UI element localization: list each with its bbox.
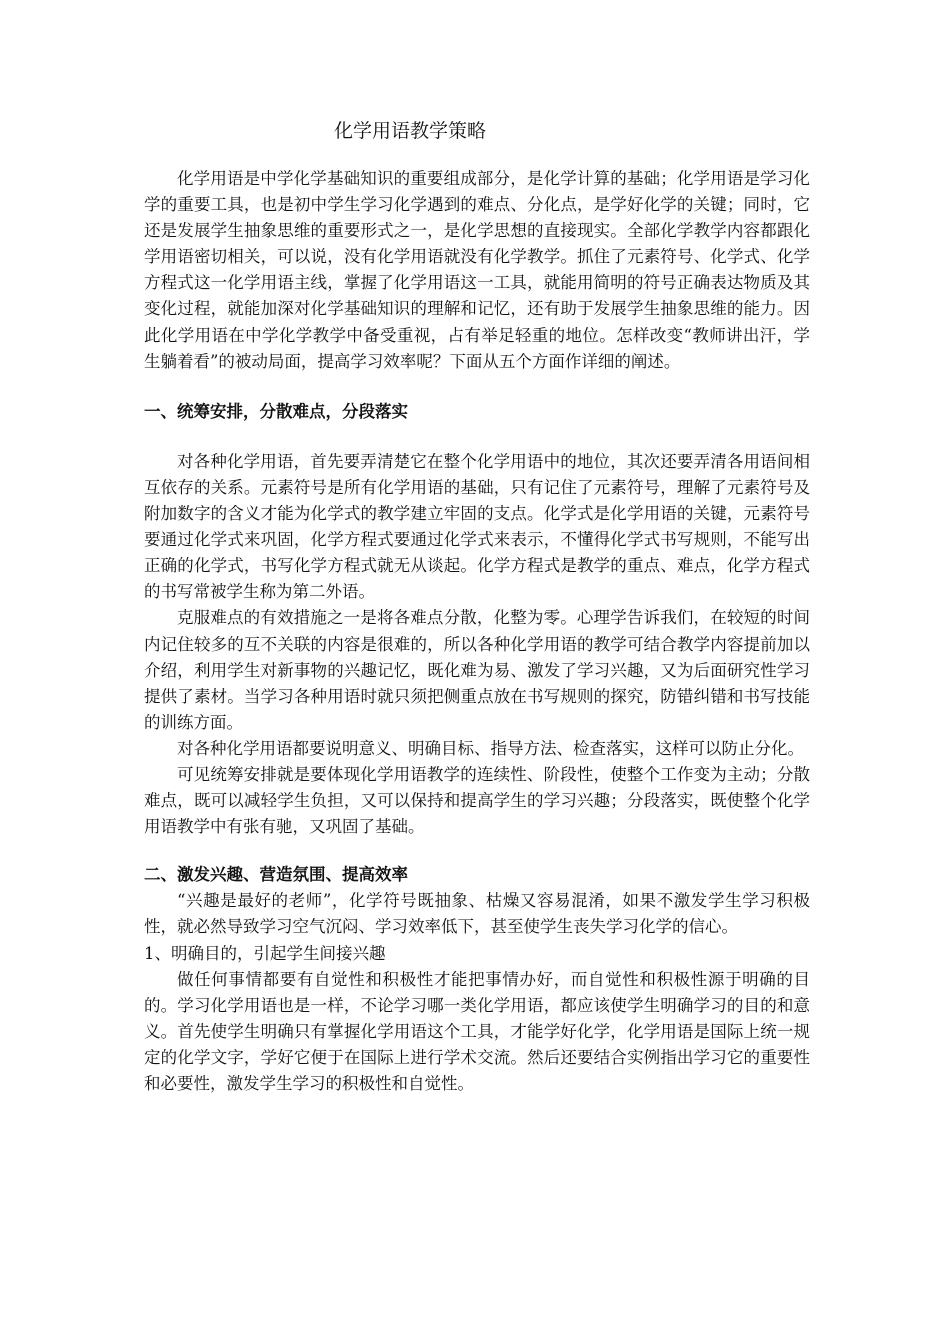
section2-paragraph-2: 做任何事情都要有自觉性和积极性才能把事情办好，而自觉性和积极性源于明确的目的。学习化学用语也是一样，不论学习哪一类化学用语，都应该使学生明确学习的目的和意义。首先使学生明确只有掌握化学用语这个工具，才能学好化学，化学用语是国际上统一规定的化学文字，学好它便于在国际上进行学术交流。然后还要结合实例指出学习它的重要性和必要性，激发学生学习的积极性和自觉性。: [144, 969, 810, 1093]
document-page: [144, 118, 810, 1097]
subsection-heading-1: 1、明确目的，引起学生间接兴趣: [144, 943, 386, 963]
section1-paragraph-3: 对各种化学用语都要说明意义、明确目标、指导方法、检查落实，这样可以防止分化。: [177, 738, 804, 758]
section1-paragraph-1: 对各种化学用语，首先要弄清楚它在整个化学用语中的地位，其次还要弄清各用语间相互依存的关系。元素符号是所有化学用语的基础，只有记住了元素符号，理解了元素符号及附加数字的含义才能为化学式的教学建立牢固的支点。化学式是化学用语的关键，元素符号要通过化学式来巩固，化学方程式要通过化学式来表示，不懂得化学式书写规则，不能写出正确的化学式，书写化学方程式就无从谈起。化学方程式是教学的重点、难点，化学方程式的书写常被学生称为第二外语。: [144, 451, 810, 602]
section1-paragraph-4: 可见统筹安排就是要体现化学用语教学的连续性、阶段性，使整个工作变为主动；分散难点，既可以减轻学生负担，又可以保持和提高学生的学习兴趣；分段落实，既使整个化学用语教学中有张有驰，又巩固了基础。: [144, 764, 810, 837]
section2-paragraph-1: “兴趣是最好的老师”，化学符号既抽象、枯燥又容易混淆，如果不激发学生学习积极性，就必然导致学习空气沉闷、学习效率低下，甚至使学生丧失学习化学的信心。: [144, 891, 810, 937]
document-title: 化学用语教学策略: [334, 120, 487, 142]
section-heading-1: 一、统筹安排，分散难点，分段落实: [144, 401, 408, 421]
section1-paragraph-2: 克服难点的有效措施之一是将各难点分散，化整为零。心理学告诉我们，在较短的时间内记住较多的互不关联的内容是很难的，所以各种化学用语的教学可结合教学内容提前加以介绍，利用学生对新事物的兴趣记忆，既化难为易、激发了学习兴趣，又为后面研究性学习提供了素材。当学习各种用语时就只须把侧重点放在书写规则的探究，防错纠错和书写技能的训练方面。: [144, 608, 810, 732]
intro-paragraph: 化学用语是中学化学基础知识的重要组成部分，是化学计算的基础；化学用语是学习化学的重要工具，也是初中学生学习化学遇到的难点、分化点，是学好化学的关键；同时，它还是发展学生抽象思维的重要形式之一，是化学思想的直接现实。全部化学教学内容都跟化学用语密切相关，可以说，没有化学用语就没有化学教学。抓住了元素符号、化学式、化学方程式这一化学用语主线，掌握了化学用语这一工具，就能用简明的符号正确表达物质及其变化过程，就能加深对化学基础知识的理解和记忆，还有助于发展学生抽象思维的能力。因此化学用语在中学化学教学中备受重视，占有举足轻重的地位。怎样改变“教师讲出汗，学生躺着看”的被动局面，提高学习效率呢？下面从五个方面作详细的阐述。: [144, 169, 810, 371]
section-heading-2: 二、激发兴趣、营造氛围、提高效率: [144, 865, 408, 885]
